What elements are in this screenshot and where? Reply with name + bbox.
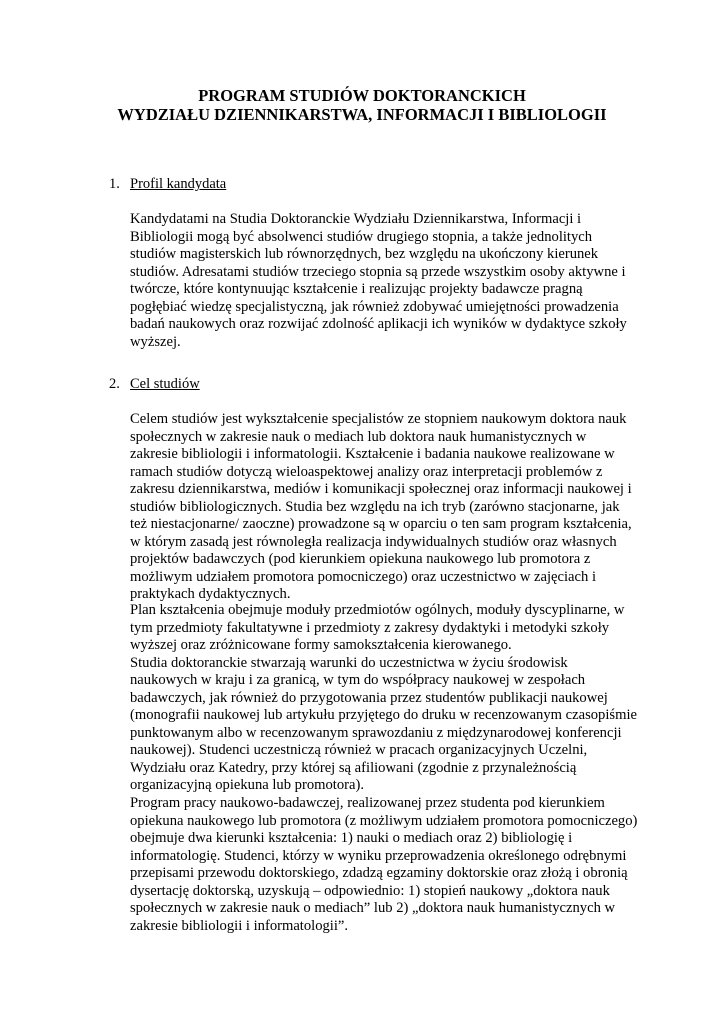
text-line: zakresie bibliologii i informatologii”. <box>130 917 349 934</box>
text-line: Studia doktoranckie stwarzają warunki do uczestnictwa w życiu środowisk <box>130 654 568 671</box>
section-heading-cel <box>109 376 200 393</box>
text-line: projektów badawczych (pod kierunkiem opiekuna naukowego lub promotora z <box>130 551 591 567</box>
text-line: Plan kształcenia obejmuje moduły przedmiotów ogólnych, moduły dyscyplinarne, w <box>130 602 625 618</box>
text-line: studiów. Adresatami studiów trzeciego stopnia są przede wszystkim osoby aktywne i <box>130 263 626 280</box>
text-line: obejmuje dwa kierunki kształcenia: 1) nauki o mediach oraz 2) bibliologię i <box>130 830 573 846</box>
section-title: Profil kandydata <box>130 176 227 192</box>
section-heading-profil <box>109 176 226 193</box>
document-title <box>0 86 724 124</box>
text-line: Celem studiów jest wykształcenie specjalistów ze stopniem naukowym doktora nauk <box>130 411 627 427</box>
text-line: przepisami przewodu doktorskiego, zdadzą egzaminy doktorskie oraz złożą i obronią <box>130 865 628 881</box>
text-line: społecznych w zakresie nauk o mediach lub doktora nauk humanistycznych w <box>130 428 587 445</box>
text-line: informatologię. Studenci, którzy w wyniku przeprowadzenia określonego odrębnymi <box>130 847 627 864</box>
text-line: naukowej). Studenci uczestniczą również w pracach organizacyjnych Uczelni, <box>130 742 588 758</box>
section-number: 1. <box>109 176 120 192</box>
text-line: społecznych w zakresie nauk o mediach” lub 2) „doktora nauk humanistycznych w <box>130 900 616 916</box>
text-line: naukowych w kraju i za granicą, w tym do współpracy naukowej w zespołach <box>130 672 586 688</box>
text-line: też niestacjonarne/ zaoczne) prowadzone są w oparciu o ten sam program kształcenia, <box>130 516 632 532</box>
text-line: wyższej oraz zróżnicowane formy samokształcenia kierowanego. <box>130 637 512 653</box>
text-line: praktykach dydaktycznych. <box>130 586 291 602</box>
text-line: ramach studiów dotyczą wieloaspektowej analizy oraz interpretacji problemów z <box>130 463 603 480</box>
text-line: pogłębiać wiedzę specjalistyczną, jak również zdobywać umiejętności prowadzenia <box>130 298 619 315</box>
title-line-2: WYDZIAŁU DZIENNIKARSTWA, INFORMACJI I BIBLIOLOGII <box>117 105 607 124</box>
text-line: Program pracy naukowo-badawczej, realizowanej przez studenta pod kierunkiem <box>130 795 605 811</box>
text-line: badań naukowych oraz rozwijać zdolność aplikacji ich wyników w dydaktyce szkoły <box>130 316 627 332</box>
text-line: opiekuna naukowego lub promotora (z możliwym udziałem promotora pomocniczego) <box>130 812 638 829</box>
paragraph-profil <box>130 211 630 351</box>
text-line: dysertację doktorską, uzyskują – odpowiednio: 1) stopień naukowy „doktora nauk <box>130 882 610 899</box>
paragraph-cel-3 <box>130 795 638 935</box>
text-line: twórcze, które kontynuując kształcenie i realizując projekty badawcze pragną <box>130 281 583 297</box>
text-line: tym przedmioty fakultatywne i przedmioty z zakresy dydaktyki i metodyki szkoły <box>130 619 610 636</box>
text-line: zakresu dziennikarstwa, mediów i komunikacji społecznej oraz informacji naukowej i <box>130 481 632 497</box>
text-line: Kandydatami na Studia Doktoranckie Wydziału Dziennikarstwa, Informacji i <box>130 211 582 227</box>
section-title: Cel studiów <box>130 376 200 392</box>
text-line: studiów magisterskich lub równorzędnych, bez względu na ukończony kierunek <box>130 246 599 262</box>
text-line: (monografii naukowej lub artykułu przyjętego do druku w recenzowanym czasopiśmie <box>130 707 637 723</box>
text-line: punktowanym albo w recenzowanym sprawozdaniu z międzynarodowej konferencji <box>130 724 622 741</box>
text-line: Wydziału oraz Katedry, przy której są afiliowani (zgodnie z przynależnością <box>130 759 577 776</box>
text-line: wyższej. <box>130 333 181 350</box>
text-line: możliwym udziałem promotora pomocniczego) oraz uczestnictwo w zajęciach i <box>130 568 597 585</box>
paragraph-cel-2 <box>130 602 637 795</box>
section-number: 2. <box>109 376 120 392</box>
paragraph-cel-1 <box>130 411 630 604</box>
title-line-1: PROGRAM STUDIÓW DOKTORANCKICH <box>198 86 526 105</box>
text-line: Bibliologii mogą być absolwenci studiów drugiego stopnia, a także jednolitych <box>130 228 593 245</box>
text-line: w którym zasadą jest równoległa realizacja indywidualnych studiów oraz własnych <box>130 533 617 550</box>
text-line: badawczych, jak również do przygotowania przez studentów publikacji naukowej <box>130 689 608 706</box>
text-line: organizacyjną opiekuna lub promotora). <box>130 777 364 793</box>
text-line: zakresie bibliologii i informatologii. Kształcenie i badania naukowe realizowane w <box>130 446 615 462</box>
text-line: studiów bibliologicznych. Studia bez względu na ich tryb (zarówno stacjonarne, jak <box>130 498 620 515</box>
